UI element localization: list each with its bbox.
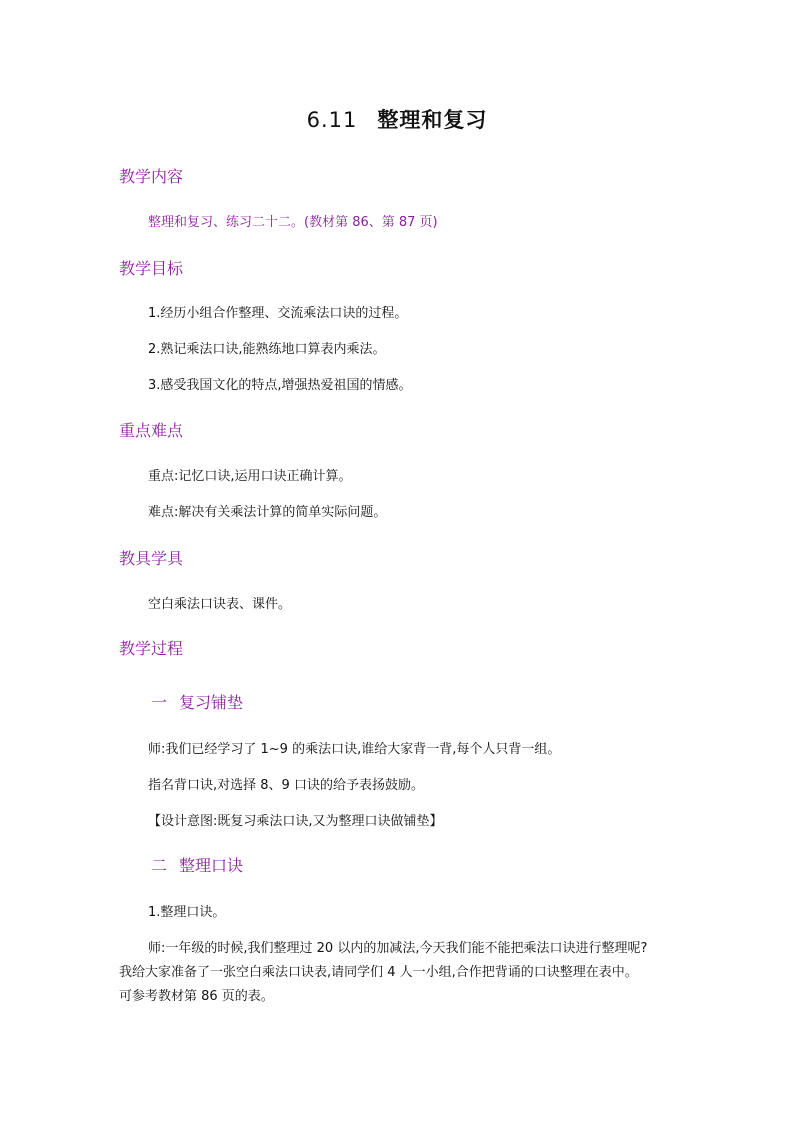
goal-item-1: 1.经历小组合作整理、交流乘法口诀的过程。 xyxy=(148,306,408,321)
organize-paragraph xyxy=(119,937,699,1009)
review-line-2: 指名背口诀,对选择 8、9 口诀的给予表扬鼓励。 xyxy=(148,778,424,793)
goal-item-2: 2.熟记乘法口诀,能熟练地口算表内乘法。 xyxy=(148,342,386,357)
design-intent-note: 【设计意图:既复习乘法口诀,又为整理口诀做铺垫】 xyxy=(148,814,443,829)
heading-teaching-process: 教学过程 xyxy=(119,639,184,658)
organize-paragraph-line-3: 可参考教材第 86 页的表。 xyxy=(119,989,274,1004)
heading-teaching-goals: 教学目标 xyxy=(119,259,184,278)
heading-teaching-content: 教学内容 xyxy=(119,167,184,186)
title-text: 整理和复习 xyxy=(377,108,488,132)
heading-teaching-tools: 教具学具 xyxy=(119,549,184,568)
heading-key-points: 重点难点 xyxy=(119,421,184,440)
difficult-point-text: 难点:解决有关乘法计算的简单实际问题。 xyxy=(148,505,387,520)
organize-paragraph-line-2: 我给大家准备了一张空白乘法口诀表,请同学们 4 人一小组,合作把背诵的口诀整理在表中。 xyxy=(119,965,638,980)
subheading-organize-index: 二 xyxy=(151,856,168,875)
key-point-text: 重点:记忆口诀,运用口诀正确计算。 xyxy=(148,469,352,484)
title-number: 6.11 xyxy=(306,108,358,132)
review-line-1: 师:我们已经学习了 1~9 的乘法口诀,谁给大家背一背,每个人只背一组。 xyxy=(148,742,561,757)
subheading-review xyxy=(151,690,243,713)
subheading-review-title: 复习铺垫 xyxy=(179,693,244,712)
subheading-organize xyxy=(151,853,243,876)
teaching-tools-text: 空白乘法口诀表、课件。 xyxy=(148,597,292,612)
subheading-organize-title: 整理口诀 xyxy=(179,856,244,875)
subheading-review-index: 一 xyxy=(151,693,168,712)
organize-paragraph-line-1: 师:一年级的时候,我们整理过 20 以内的加减法,今天我们能不能把乘法口诀进行整理呢? xyxy=(148,941,648,956)
page-title xyxy=(0,104,794,134)
organize-step-1: 1.整理口诀。 xyxy=(148,905,226,920)
goal-item-3: 3.感受我国文化的特点,增强热爱祖国的情感。 xyxy=(148,378,412,393)
teaching-content-text: 整理和复习、练习二十二。(教材第 86、第 87 页) xyxy=(148,215,438,230)
